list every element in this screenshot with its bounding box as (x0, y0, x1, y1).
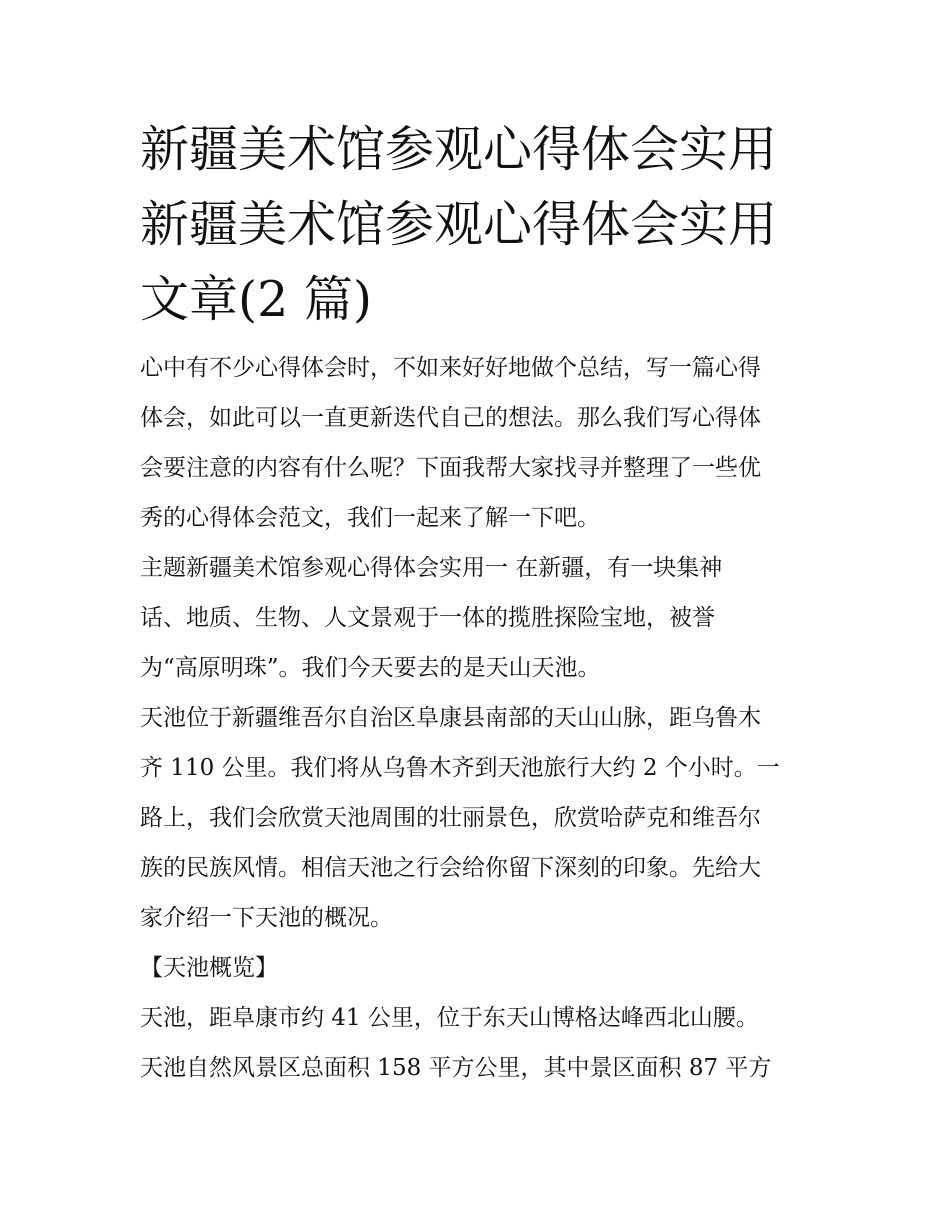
intro-paragraph (140, 343, 820, 543)
tianchi-intro-paragraph (140, 693, 820, 943)
document-title (140, 112, 820, 337)
text-line: 天池自然风景区总面积 158 平方公里，其中景区面积 87 平方 (140, 1055, 772, 1081)
text-line: 体会，如此可以一直更新迭代自己的想法。那么我们写心得体 (140, 405, 761, 431)
section-heading: 【天池概览】 (140, 955, 278, 981)
text-line: 秀的心得体会范文，我们一起来了解一下吧。 (140, 505, 600, 531)
text-line: 天池，距阜康市约 41 公里，位于东天山博格达峰西北山腰。 (140, 1005, 759, 1031)
title-line: 文章(2 篇) (140, 271, 372, 328)
text-line: 天池位于新疆维吾尔自治区阜康县南部的天山山脉，距乌鲁木 (140, 705, 761, 731)
text-line: 家介绍一下天池的概况。 (140, 905, 393, 931)
text-line: 心中有不少心得体会时，不如来好好地做个总结，写一篇心得 (140, 355, 761, 381)
text-line: 会要注意的内容有什么呢？下面我帮大家找寻并整理了一些优 (140, 455, 761, 481)
text-line: 齐 110 公里。我们将从乌鲁木齐到天池旅行大约 2 个小时。一 (140, 755, 780, 781)
document-body (140, 343, 820, 1093)
title-line: 新疆美术馆参观心得体会实用 (140, 196, 778, 253)
topic-paragraph (140, 543, 820, 693)
text-line: 路上，我们会欣赏天池周围的壮丽景色，欣赏哈萨克和维吾尔 (140, 805, 761, 831)
text-line: 话、地质、生物、人文景观于一体的揽胜探险宝地，被誉 (140, 605, 715, 631)
document-content (140, 112, 820, 1093)
overview-paragraph (140, 993, 820, 1093)
text-line: 主题新疆美术馆参观心得体会实用一 在新疆，有一块集神 (140, 555, 723, 581)
text-line: 族的民族风情。相信天池之行会给你留下深刻的印象。先给大 (140, 855, 761, 881)
title-line: 新疆美术馆参观心得体会实用 (140, 121, 778, 178)
text-line: 为“高原明珠”。我们今天要去的是天山天池。 (140, 655, 601, 681)
